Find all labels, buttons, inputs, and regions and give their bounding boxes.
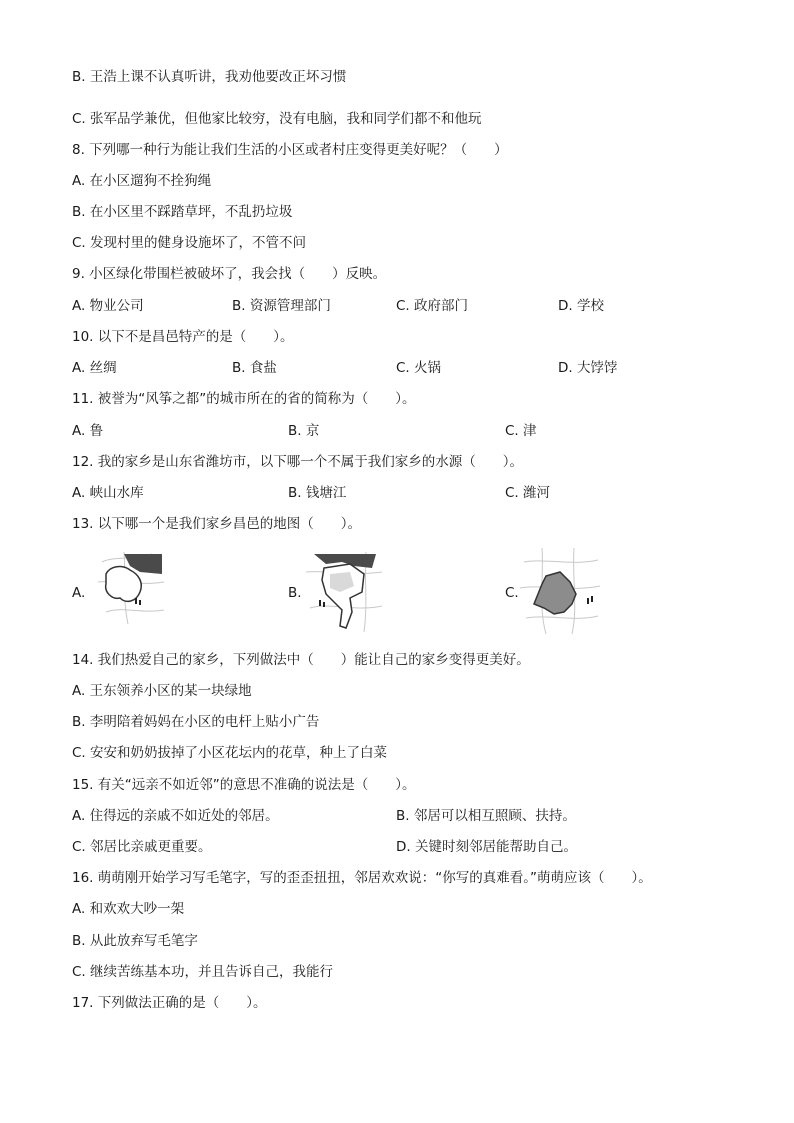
- q15-option-b: B. 邻居可以相互照顾、扶持。: [396, 808, 576, 824]
- line-b-prev: B. 王浩上课不认真听讲，我劝他要改正坏习惯: [72, 69, 347, 85]
- question-14: 14. 我们热爱自己的家乡，下列做法中（ ）能让自己的家乡变得更美好。: [72, 652, 530, 668]
- q16-option-a: A. 和欢欢大吵一架: [72, 901, 185, 917]
- question-12: 12. 我的家乡是山东省潍坊市，以下哪一个不属于我们家乡的水源（ ）。: [72, 454, 524, 470]
- q14-option-b: B. 李明陪着妈妈在小区的电杆上贴小广告: [72, 714, 320, 730]
- q10-option-c: C. 火锅: [396, 360, 442, 376]
- question-13: 13. 以下哪一个是我们家乡昌邑的地图（ ）。: [72, 516, 362, 532]
- q9-option-b: B. 资源管理部门: [232, 298, 331, 314]
- q13-option-a-label: A.: [72, 585, 86, 601]
- q9-option-c: C. 政府部门: [396, 298, 469, 314]
- question-15: 15. 有关“远亲不如近邻”的意思不准确的说法是（ ）。: [72, 777, 416, 793]
- question-9: 9. 小区绿化带围栏被破坏了，我会找（ ）反映。: [72, 266, 387, 282]
- q16-option-b: B. 从此放弃写毛笔字: [72, 933, 198, 949]
- q15-option-c: C. 邻居比亲戚更重要。: [72, 839, 212, 855]
- q9-option-a: A. 物业公司: [72, 298, 144, 314]
- q12-option-c: C. 潍河: [505, 485, 551, 501]
- q11-option-c: C. 津: [505, 423, 537, 439]
- q10-option-a: A. 丝绸: [72, 360, 117, 376]
- line-c-prev: C. 张军品学兼优，但他家比较穷，没有电脑，我和同学们都不和他玩: [72, 111, 482, 127]
- map-option-b: [306, 552, 382, 632]
- map-option-c: [520, 548, 600, 634]
- q8-option-a: A. 在小区遛狗不拴狗绳: [72, 173, 212, 189]
- q13-option-b-label: B.: [288, 585, 302, 601]
- question-11: 11. 被誉为“风筝之都”的城市所在的省的简称为（ ）。: [72, 391, 416, 407]
- q16-option-c: C. 继续苦练基本功，并且告诉自己，我能行: [72, 964, 334, 980]
- q10-option-b: B. 食盐: [232, 360, 277, 376]
- q12-option-b: B. 钱塘江: [288, 485, 347, 501]
- q14-option-a: A. 王东领养小区的某一块绿地: [72, 683, 252, 699]
- q11-option-a: A. 鲁: [72, 423, 104, 439]
- question-17: 17. 下列做法正确的是（ ）。: [72, 995, 267, 1011]
- question-16: 16. 萌萌刚开始学习写毛笔字，写的歪歪扭扭，邻居欢欢说：“你写的真难看。”萌萌应该（ ）。: [72, 870, 652, 886]
- map-option-a: [94, 552, 166, 624]
- q9-option-d: D. 学校: [558, 298, 604, 314]
- q15-option-d: D. 关键时刻邻居能帮助自己。: [396, 839, 577, 855]
- q14-option-c: C. 安安和奶奶拔掉了小区花坛内的花草，种上了白菜: [72, 745, 388, 761]
- q12-option-a: A. 峡山水库: [72, 485, 144, 501]
- q10-option-d: D. 大饽饽: [558, 360, 618, 376]
- q15-option-a: A. 住得远的亲戚不如近处的邻居。: [72, 808, 279, 824]
- q8-option-b: B. 在小区里不踩踏草坪，不乱扔垃圾: [72, 204, 293, 220]
- q8-option-c: C. 发现村里的健身设施坏了，不管不问: [72, 235, 307, 251]
- question-8: 8. 下列哪一种行为能让我们生活的小区或者村庄变得更美好呢？（ ）: [72, 142, 508, 158]
- q11-option-b: B. 京: [288, 423, 320, 439]
- question-10: 10. 以下不是昌邑特产的是（ ）。: [72, 329, 294, 345]
- q13-option-c-label: C.: [505, 585, 519, 601]
